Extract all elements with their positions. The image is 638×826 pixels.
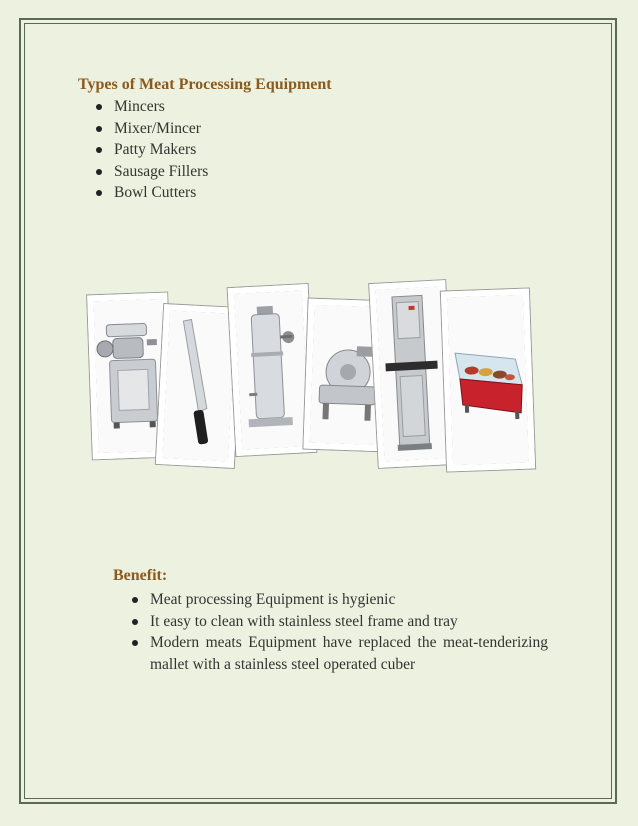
bullet-icon bbox=[96, 169, 102, 175]
bullet-icon bbox=[96, 126, 102, 132]
list-item-text: Sausage Fillers bbox=[114, 162, 209, 180]
list-item-text: Mixer/Mincer bbox=[114, 119, 201, 137]
band-saw-icon bbox=[376, 286, 449, 461]
list-item-text: Patty Makers bbox=[114, 141, 197, 158]
equipment-photo-collage bbox=[84, 278, 534, 478]
list-item bbox=[131, 611, 548, 633]
bullet-icon bbox=[132, 640, 138, 646]
sausage-filler-icon bbox=[234, 290, 310, 449]
benefit-list bbox=[131, 589, 548, 675]
bullet-icon bbox=[96, 190, 102, 196]
display-case-photo bbox=[441, 289, 535, 472]
list-item-text: Bowl Cutters bbox=[114, 184, 197, 201]
bullet-icon bbox=[132, 597, 138, 603]
bullet-icon bbox=[132, 619, 138, 625]
list-item-text: It easy to clean with stainless steel frame and tray bbox=[150, 612, 458, 630]
list-item-text: Meat processing Equipment is hygienic bbox=[150, 591, 396, 608]
list-item bbox=[131, 589, 548, 611]
bullet-icon bbox=[96, 147, 102, 153]
list-item-text: Mincers bbox=[114, 98, 165, 115]
list-item bbox=[95, 139, 208, 161]
knife-icon bbox=[162, 310, 236, 461]
display-case-icon bbox=[447, 295, 529, 466]
types-heading: Types of Meat Processing Equipment bbox=[78, 76, 332, 93]
list-item bbox=[95, 96, 208, 118]
bullet-icon bbox=[96, 104, 102, 110]
list-item bbox=[95, 161, 208, 183]
types-list bbox=[95, 96, 208, 204]
list-item bbox=[131, 632, 548, 675]
list-item bbox=[95, 118, 208, 140]
list-item-text: Modern meats Equipment have replaced the meat-tenderizing mallet with a stainless steel operated cuber bbox=[150, 634, 548, 673]
mincer-icon bbox=[93, 299, 166, 453]
benefit-heading: Benefit: bbox=[113, 567, 168, 584]
list-item bbox=[95, 182, 208, 204]
